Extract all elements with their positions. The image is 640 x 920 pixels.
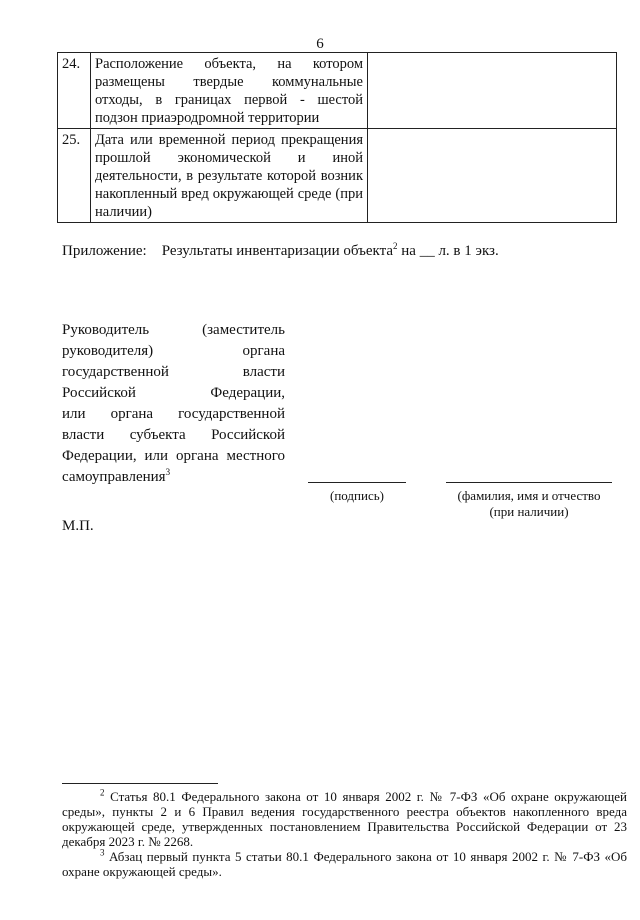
name-caption	[440, 488, 618, 520]
signatory-line: Руководитель (заместитель	[62, 322, 285, 338]
row-label: Расположение объекта, на котором размещены твердые коммунальные отходы, в границах первой - шестой подзон приаэродромной территории	[91, 53, 368, 129]
name-caption-line: (при наличии)	[489, 504, 569, 519]
name-line	[446, 482, 612, 483]
footnote	[62, 789, 627, 849]
row-value	[368, 129, 617, 223]
row-label: Дата или временной период прекращения прошлой экономической и иной деятельности, в результате которой возник накопленный вред окружающей среде (при наличии)	[91, 129, 368, 223]
signatory-line: самоуправления	[62, 469, 166, 485]
row-number: 25.	[58, 129, 91, 223]
row-value	[368, 53, 617, 129]
row-number: 24.	[58, 53, 91, 129]
footnote-number: 3	[100, 847, 105, 858]
appendix-tail: на __ л. в 1 экз.	[401, 243, 499, 259]
signatory-title	[62, 320, 285, 488]
page-number: 6	[316, 36, 324, 52]
signature-caption: (подпись)	[330, 488, 384, 503]
signatory-line: или органа государственной	[62, 406, 285, 422]
signatory-line: власти субъекта Российской	[62, 427, 285, 443]
appendix-label: Приложение:	[62, 243, 147, 259]
signature-line	[308, 482, 406, 483]
appendix-text: Результаты инвентаризации объекта	[161, 243, 394, 259]
table-row	[58, 53, 617, 129]
footnote-ref: 2	[393, 241, 398, 251]
footnote-ref: 3	[165, 467, 171, 477]
signatory-line: государственной власти	[62, 364, 285, 380]
signatory-line: Российской Федерации,	[62, 385, 285, 401]
name-caption-line: (фамилия, имя и отчество	[457, 488, 601, 503]
footnote-number: 2	[100, 787, 105, 798]
signatory-line: руководителя) органа	[62, 343, 285, 359]
footnote	[62, 849, 627, 879]
form-table	[57, 52, 617, 223]
footnote-text: Абзац первый пункта 5 статьи 80.1 Федерального закона от 10 января 2002 г. № 7-ФЗ «Об охране окружающей среды».	[62, 849, 627, 879]
signatory-line-last	[62, 467, 285, 488]
footnote-divider	[62, 783, 218, 784]
signatory-line: Федерации, или органа местного	[62, 448, 285, 464]
stamp-place: М.П.	[62, 518, 94, 534]
footnotes	[62, 789, 627, 879]
footnote-text: Статья 80.1 Федерального закона от 10 января 2002 г. № 7-ФЗ «Об охране окружающей среды», пункты 2 и 6 Правил ведения государственного реестра объектов накопленного вреда окружающей среде, утвержденных постановлением Правительства Российской Федерации от 23 декабря 2023 г. № 2268.	[62, 789, 627, 849]
table-row	[58, 129, 617, 223]
appendix-line	[62, 243, 499, 260]
